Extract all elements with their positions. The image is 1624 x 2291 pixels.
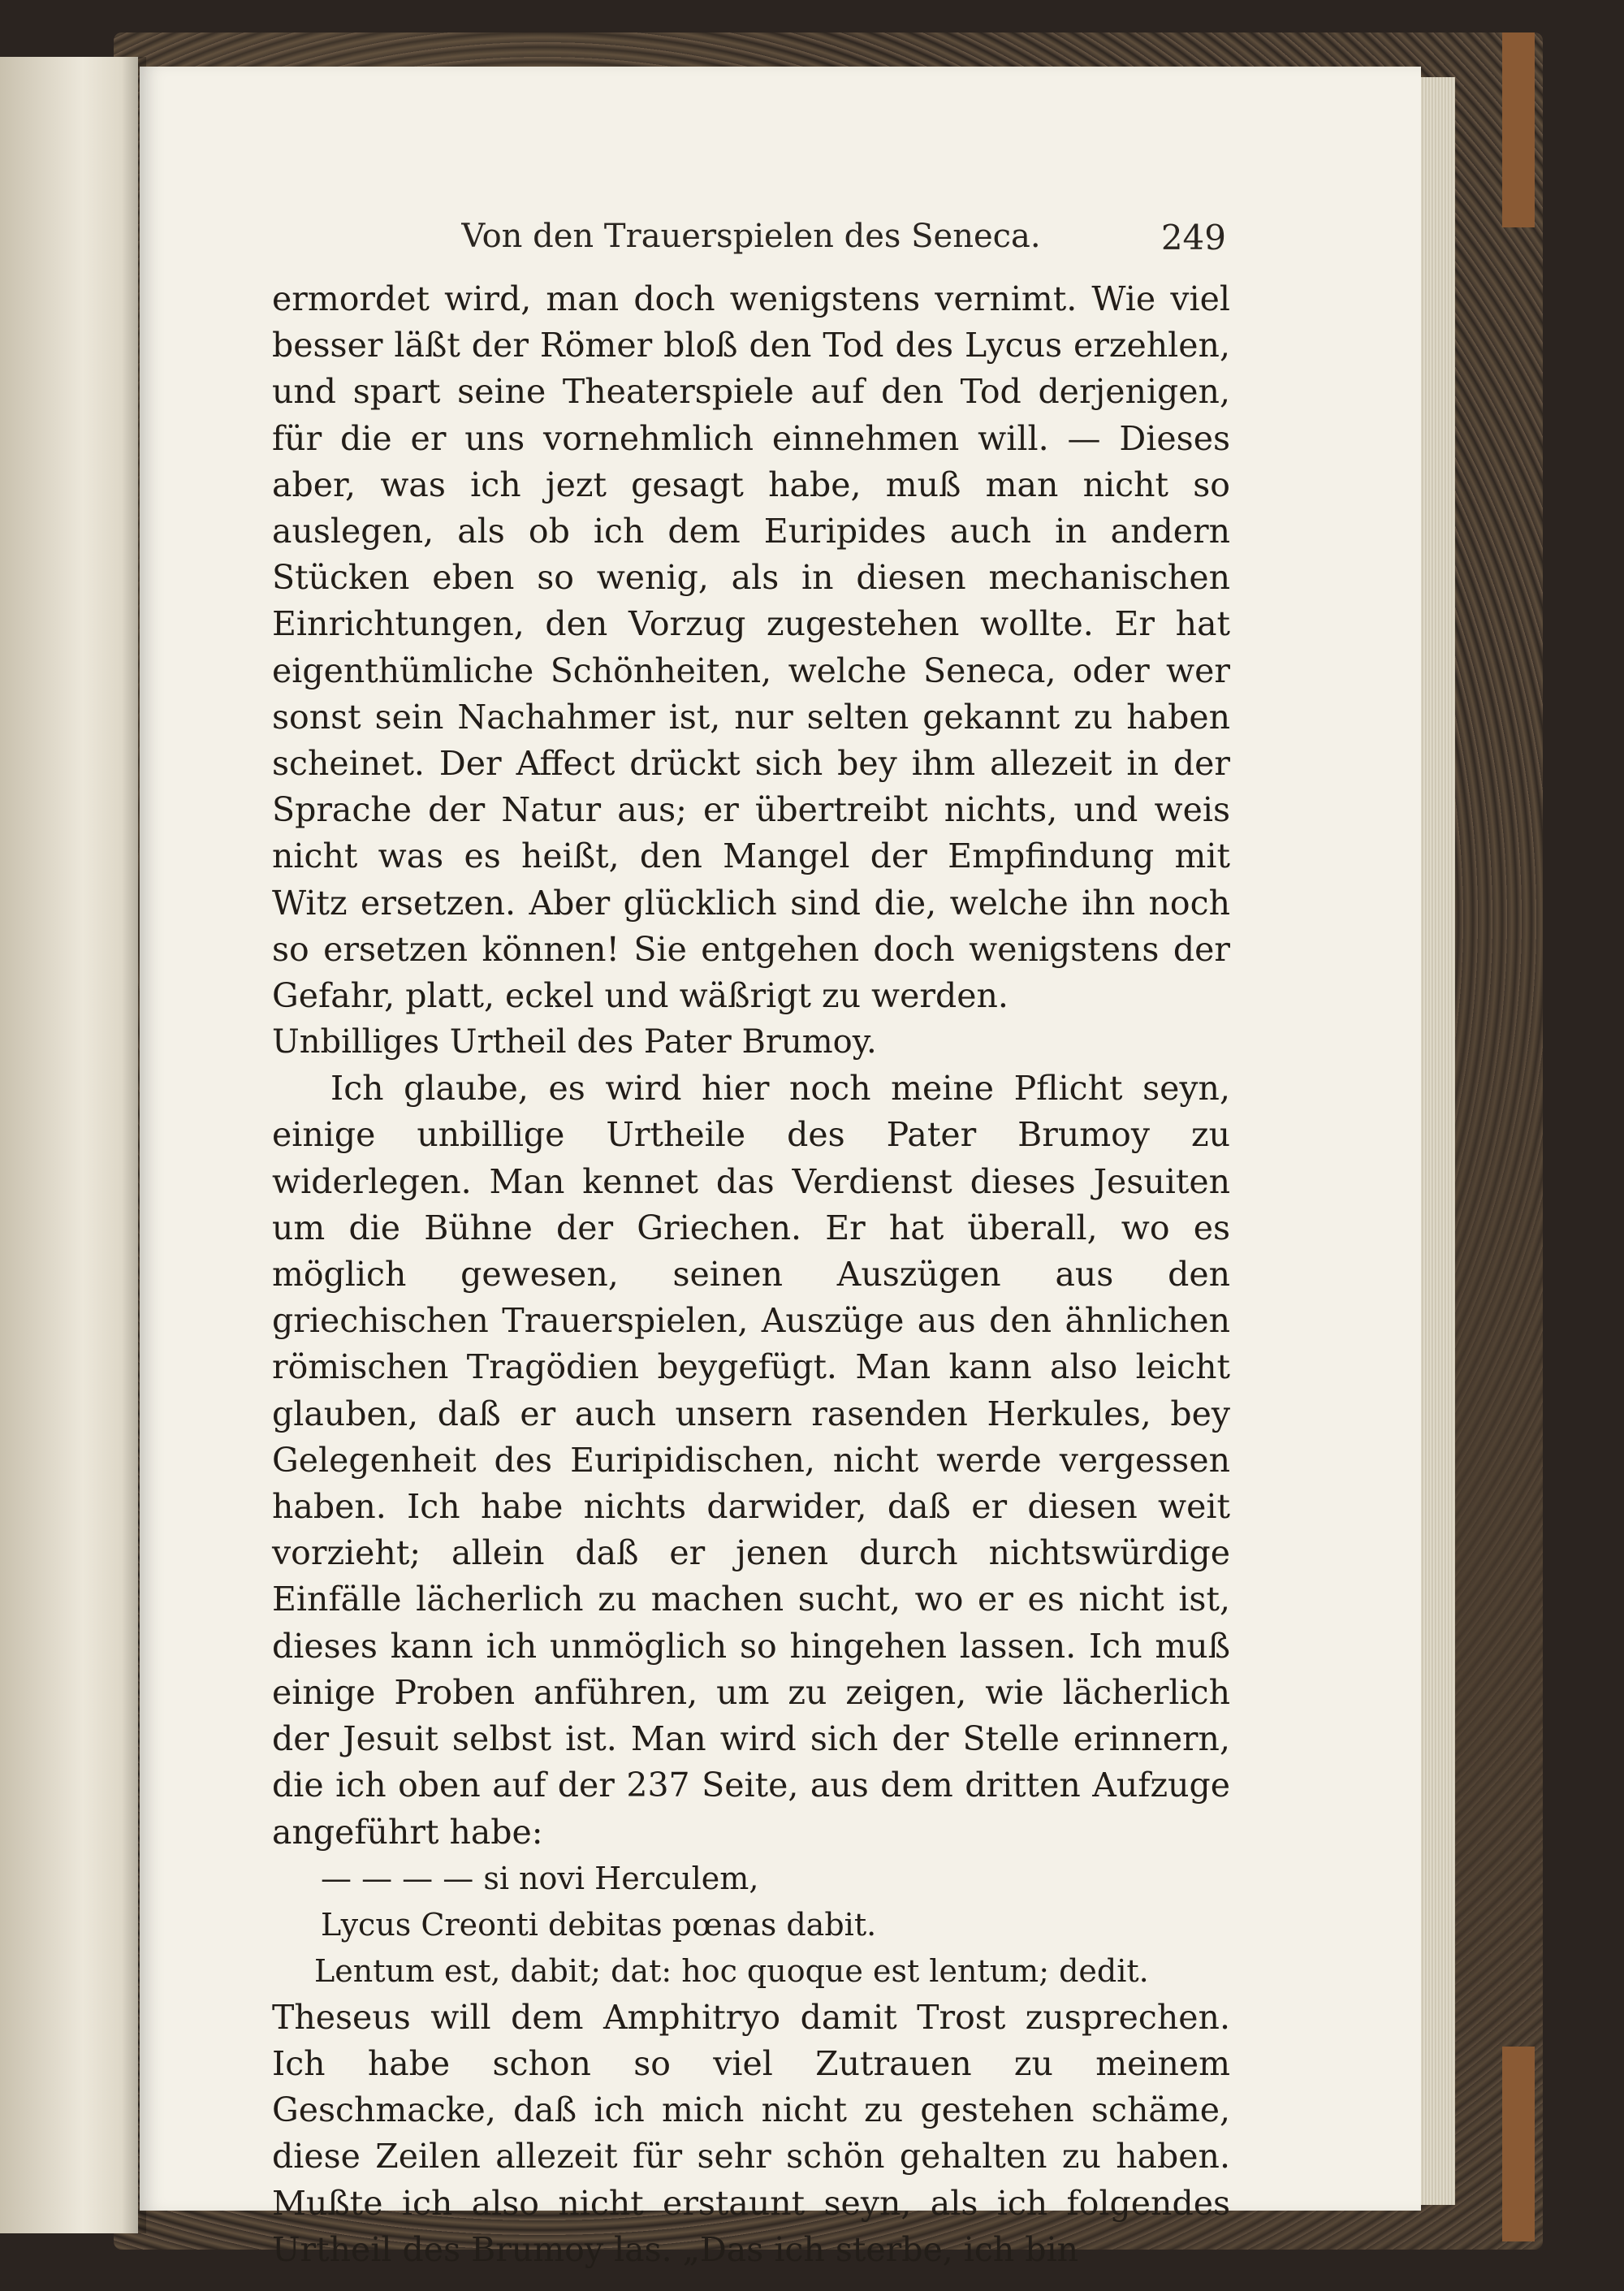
paragraph-3: Theseus will dem Amphitryo damit Trost zusprechen. Ich habe schon so viel Zutrauen zu meinem Geschmacke, daß ich mich nicht zu gestehen schäme, diese Zeilen allezeit für sehr schön gehalten zu haben. Mußte ich also nicht erstaunt seyn, als ich folgendes Urtheil des Brumoy las. „Das ich sterbe, ich bin — [272, 1997, 1230, 2269]
running-head: Von den Trauerspielen des Seneca. — [461, 218, 1041, 255]
left-page-edge — [0, 57, 138, 2233]
page-edges — [1421, 77, 1455, 2205]
latin-quote-line-2: Lycus Creonti debitas pœnas dabit. — [321, 1906, 877, 1943]
page-number: 249 — [1160, 218, 1226, 257]
page-header — [276, 218, 1226, 258]
page-body — [272, 276, 1230, 2273]
leather-corner-top — [1502, 32, 1535, 227]
section-heading: Unbilliges Urtheil des Pater Brumoy. — [272, 1023, 877, 1061]
latin-quote-line-1: — — — — si novi Herculem, — [321, 1860, 759, 1896]
paragraph-1: ermordet wird, man doch wenigstens vernimt. Wie viel besser läßt der Römer bloß den Tod des Lycus erzehlen, und spart seine Theaterspiele auf den Tod derjenigen, für die er uns vornehmlich einnehmen will. — Dieses aber, was ich jezt gesagt habe, muß man nicht so auslegen, als ob ich dem Euripides auch in andern Stücken eben so wenig, als in diesen mechanischen Einrichtungen, den Vorzug zugestehen wollte. Er hat eigenthümliche Schönheiten, welche Seneca, oder wer sonst sein Nachahmer ist, nur selten gekannt zu haben scheinet. Der Affect drückt sich bey ihm allezeit in der Sprache der Natur aus; er übertreibt nichts, und weis nicht was es heißt, den Mangel der Empfindung mit Witz ersetzen. Aber glücklich sind die, welche ihn noch so ersetzen können! Sie entgehen doch wenigstens der Gefahr, platt, eckel und wäßrigt zu werden. — [272, 279, 1230, 1016]
paragraph-2: Ich glaube, es wird hier noch meine Pflicht seyn, einige unbillige Urtheile des Pater Brumoy zu widerlegen. Man kennet das Verdienst dieses Jesuiten um die Bühne der Griechen. Er hat überall, wo es möglich gewesen, seinen Auszügen aus den griechischen Trauerspielen, Auszüge aus den ähnlichen römischen Tragödien beygefügt. Man kann also leicht glauben, daß er auch unsern rasenden Herkules, bey Gelegenheit des Euripidischen, nicht werde vergessen haben. Ich habe nichts darwider, daß er diesen weit vorzieht; allein daß er jenen durch nichtswürdige Einfälle lächerlich zu machen sucht, wo er es nicht ist, dieses kann ich unmöglich so hingehen lassen. Ich muß einige Proben anführen, um zu zeigen, wie lächerlich der Jesuit selbst ist. Man wird sich der Stelle erinnern, die ich oben auf der 237 Seite, aus dem dritten Aufzuge angeführt habe: — [272, 1069, 1230, 1852]
leather-corner-bottom — [1502, 2047, 1535, 2241]
latin-quote-line-3: Lentum est, dabit; dat: hoc quoque est lentum; dedit. — [314, 1952, 1149, 1989]
